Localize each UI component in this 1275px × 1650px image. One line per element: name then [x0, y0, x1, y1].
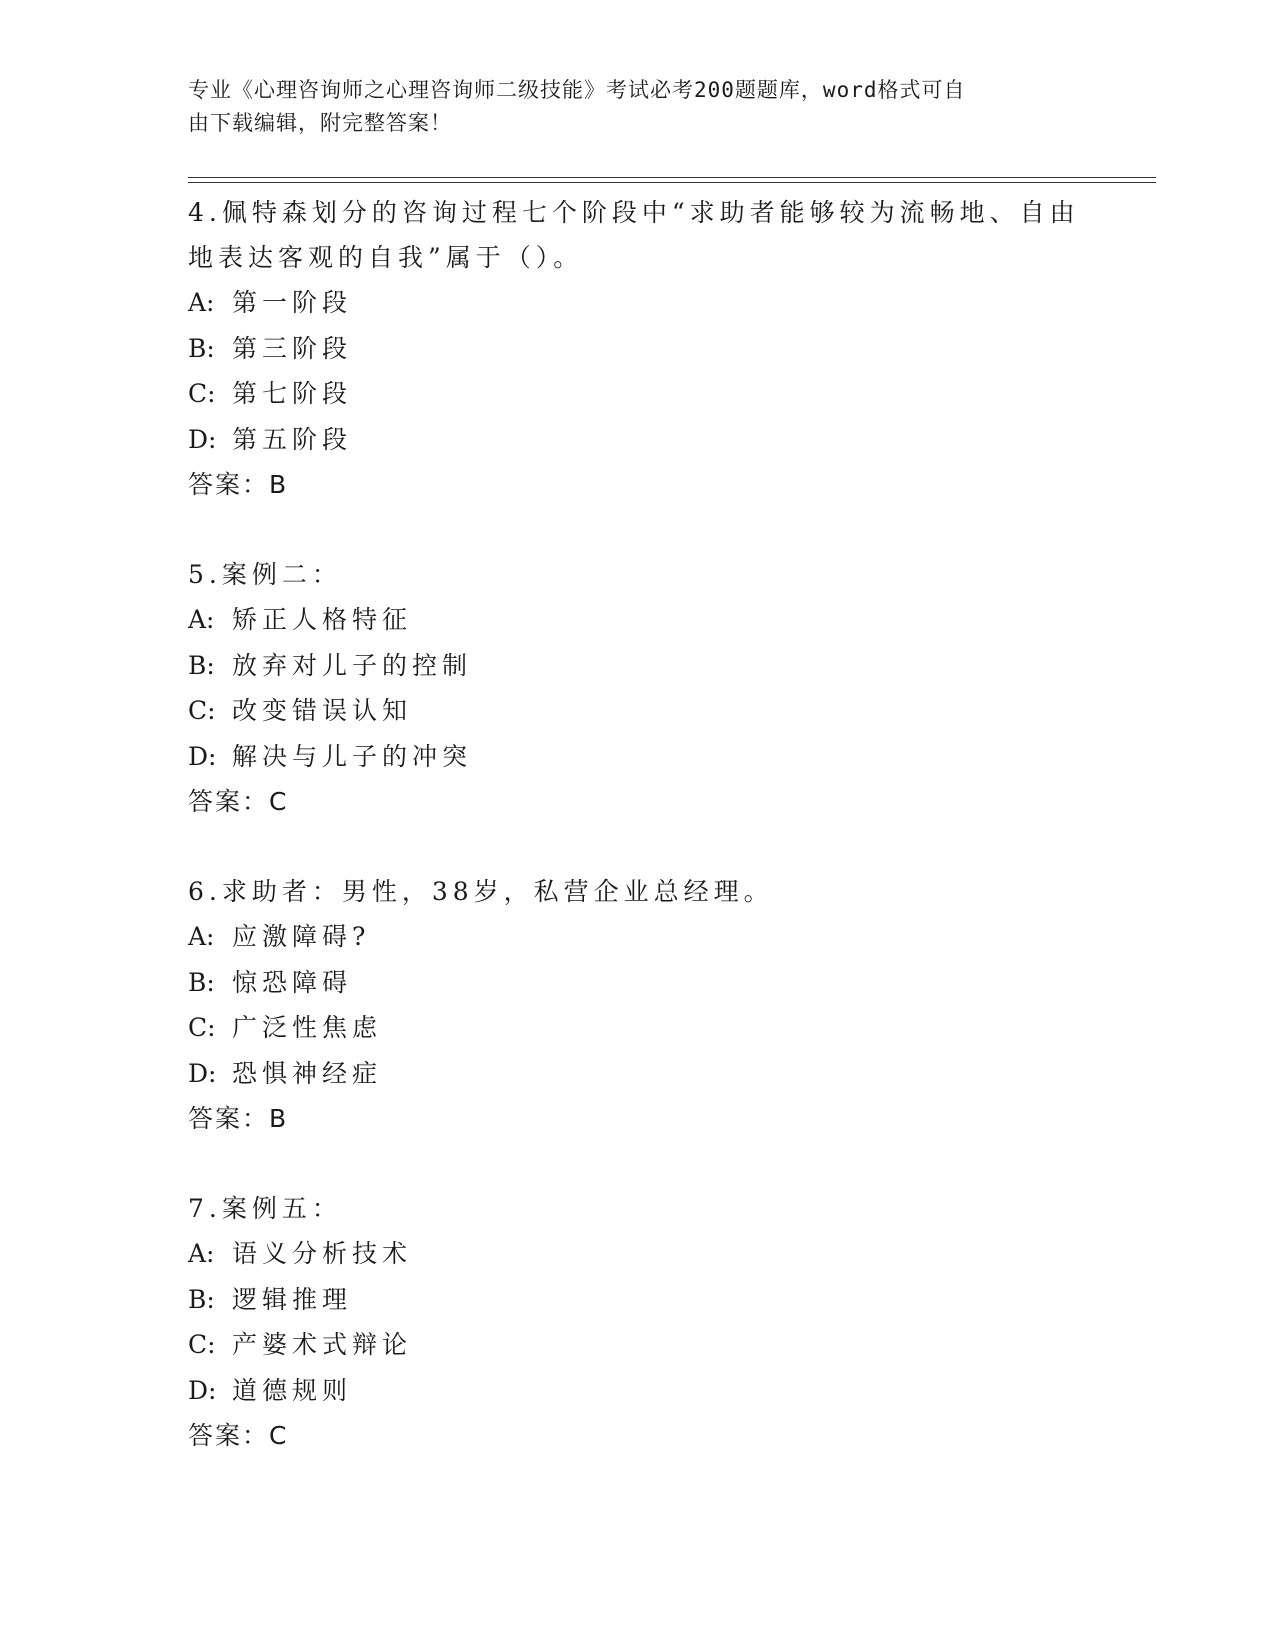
question-stem-continued: 地表达客观的自我”属于（）。	[188, 243, 584, 272]
question-item	[188, 869, 1088, 1141]
option-d	[188, 417, 1088, 463]
question-spacer	[188, 824, 1088, 869]
question-spacer	[188, 507, 1088, 552]
document-header	[188, 74, 1068, 140]
question-item	[188, 1186, 1088, 1458]
option-a	[188, 280, 1088, 326]
option-key: C:	[188, 1330, 216, 1359]
option-key: D:	[188, 741, 217, 771]
answer-line: 答案：B	[188, 1104, 289, 1133]
option-text: 矫正人格特征	[232, 605, 413, 634]
option-d	[188, 734, 1088, 780]
header-divider-top	[188, 177, 1156, 178]
option-text: 语义分析技术	[232, 1239, 413, 1268]
option-key: B:	[188, 1284, 215, 1314]
option-text: 改变错误认知	[232, 696, 413, 725]
header-line-1: 专业《心理咨询师之心理咨询师二级技能》考试必考200题题库，word格式可自	[188, 78, 966, 102]
option-b	[188, 326, 1088, 372]
option-d	[188, 1051, 1088, 1097]
option-key: D:	[188, 424, 217, 454]
option-a	[188, 1231, 1088, 1277]
question-spacer	[188, 1141, 1088, 1186]
option-text: 逻辑推理	[232, 1284, 353, 1314]
option-key: C:	[188, 1013, 216, 1042]
option-text: 应激障碍?	[232, 922, 371, 951]
option-key: C:	[188, 379, 216, 408]
option-key: A:	[188, 1239, 215, 1268]
option-text: 第一阶段	[232, 288, 353, 317]
option-b	[188, 1277, 1088, 1323]
option-text: 第五阶段	[232, 424, 353, 454]
answer-line: 答案：C	[188, 1421, 289, 1450]
option-b	[188, 643, 1088, 689]
question-stem: 7.案例五：	[188, 1194, 342, 1223]
header-divider-bottom	[188, 182, 1156, 183]
option-text: 恐惧神经症	[232, 1058, 383, 1088]
option-key: B:	[188, 650, 215, 680]
option-key: D:	[188, 1375, 217, 1405]
option-c	[188, 371, 1088, 417]
option-key: A:	[188, 605, 215, 634]
question-list	[188, 190, 1088, 1458]
question-stem: 6.求助者：男性，38岁，私营企业总经理。	[188, 877, 774, 906]
option-text: 产婆术式辩论	[232, 1330, 413, 1359]
option-key: B:	[188, 333, 215, 363]
option-a	[188, 597, 1088, 643]
question-stem: 4.佩特森划分的咨询过程七个阶段中“求助者能够较为流畅地、自由	[188, 198, 1080, 227]
option-text: 惊恐障碍	[232, 967, 353, 997]
option-key: A:	[188, 288, 215, 317]
option-key: C:	[188, 696, 216, 725]
option-b	[188, 960, 1088, 1006]
option-text: 第七阶段	[232, 379, 353, 408]
question-item	[188, 190, 1088, 507]
option-text: 放弃对儿子的控制	[232, 650, 473, 680]
option-c	[188, 1322, 1088, 1368]
option-key: D:	[188, 1058, 217, 1088]
option-text: 道德规则	[232, 1375, 353, 1405]
option-c	[188, 1005, 1088, 1051]
answer-line: 答案：C	[188, 787, 289, 816]
question-item	[188, 552, 1088, 824]
option-key: B:	[188, 967, 215, 997]
option-text: 第三阶段	[232, 333, 353, 363]
option-c	[188, 688, 1088, 734]
question-stem: 5.案例二：	[188, 560, 342, 589]
option-text: 解决与儿子的冲突	[232, 741, 473, 771]
option-key: A:	[188, 922, 215, 951]
option-a	[188, 914, 1088, 960]
option-d	[188, 1368, 1088, 1414]
option-text: 广泛性焦虑	[232, 1013, 383, 1042]
header-line-2: 由下载编辑，附完整答案！	[188, 111, 452, 135]
answer-line: 答案：B	[188, 470, 289, 499]
